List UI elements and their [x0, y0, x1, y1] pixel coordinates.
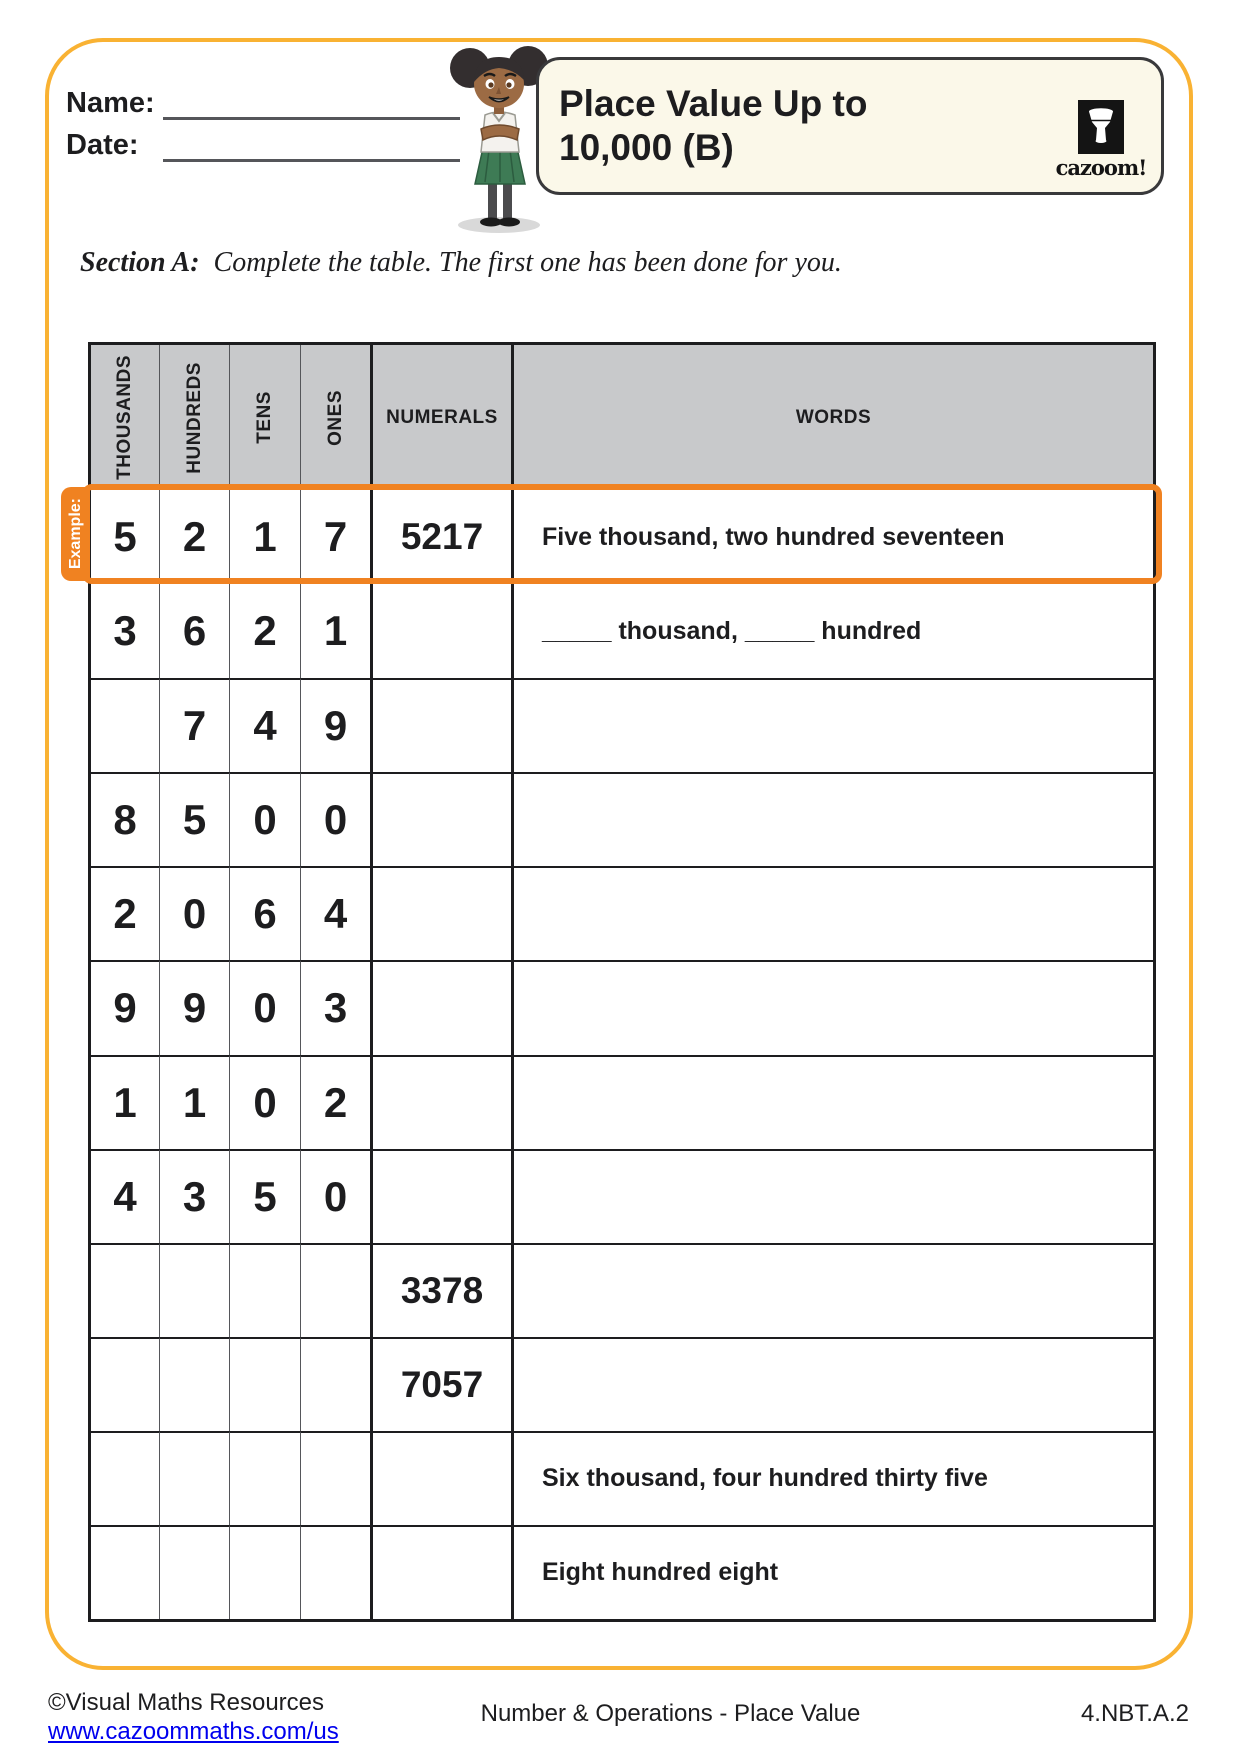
cell-tens: 0 — [230, 772, 301, 866]
example-tab — [61, 487, 90, 581]
cell-numerals — [373, 1431, 514, 1525]
cell-words — [514, 1055, 1153, 1149]
title-line-2: 10,000 (B) — [559, 127, 734, 169]
cell-tens: 4 — [230, 678, 301, 772]
cell-words — [514, 772, 1153, 866]
cell-words — [514, 1337, 1153, 1431]
cazoom-logo-text: cazoom! — [1055, 155, 1147, 180]
cell-thousands — [91, 678, 160, 772]
cell-hundreds: 7 — [160, 678, 230, 772]
col-header-thousands: THOUSANDS — [91, 345, 160, 490]
cell-numerals — [373, 960, 514, 1054]
worksheet-title-box — [536, 57, 1164, 195]
cell-thousands: 4 — [91, 1149, 160, 1243]
cell-ones: 7 — [301, 490, 373, 584]
cell-thousands — [91, 1337, 160, 1431]
cell-tens: 6 — [230, 866, 301, 960]
cell-thousands: 9 — [91, 960, 160, 1054]
col-header-words: WORDS — [514, 345, 1153, 490]
cell-numerals: 7057 — [373, 1337, 514, 1431]
cell-thousands: 3 — [91, 584, 160, 678]
cell-numerals — [373, 1525, 514, 1619]
cell-thousands — [91, 1431, 160, 1525]
cell-tens: 0 — [230, 1055, 301, 1149]
cell-numerals — [373, 678, 514, 772]
date-label: Date: — [66, 129, 139, 161]
section-a-instruction: Complete the table. The first one has been done for you. — [213, 247, 842, 278]
worksheet-title — [559, 82, 867, 171]
cell-words — [514, 1149, 1153, 1243]
cell-numerals: 5217 — [373, 490, 514, 584]
cell-tens — [230, 1431, 301, 1525]
cell-hundreds — [160, 1243, 230, 1337]
cell-numerals — [373, 772, 514, 866]
cell-tens: 0 — [230, 960, 301, 1054]
col-header-hundreds: HUNDREDS — [160, 345, 230, 490]
name-fill-line — [163, 83, 460, 120]
cell-hundreds — [160, 1431, 230, 1525]
cell-hundreds: 3 — [160, 1149, 230, 1243]
cell-hundreds — [160, 1525, 230, 1619]
cell-words: _____ thousand, _____ hundred — [542, 616, 922, 645]
place-value-table — [88, 342, 1156, 1622]
cell-tens — [230, 1525, 301, 1619]
example-tab-label: Example: — [66, 498, 84, 570]
cell-ones — [301, 1243, 373, 1337]
cell-numerals — [373, 1055, 514, 1149]
cell-ones: 3 — [301, 960, 373, 1054]
cell-hundreds: 6 — [160, 584, 230, 678]
date-fill-line — [163, 125, 460, 162]
footer-topic: Number & Operations - Place Value — [480, 1700, 861, 1727]
cazoommaths-link[interactable]: www.cazoommaths.com/us — [48, 1718, 339, 1746]
cell-words — [514, 866, 1153, 960]
cell-numerals — [373, 866, 514, 960]
cell-thousands: 2 — [91, 866, 160, 960]
section-a-label: Section A: — [80, 247, 200, 278]
cell-tens: 1 — [230, 490, 301, 584]
cell-ones — [301, 1525, 373, 1619]
cell-words: Six thousand, four hundred thirty five — [514, 1431, 1153, 1525]
cell-tens — [230, 1337, 301, 1431]
name-date-block — [66, 78, 460, 162]
cell-thousands: 1 — [91, 1055, 160, 1149]
cazoom-logo — [1055, 100, 1147, 180]
copyright-text: ©Visual Maths Resources — [48, 1689, 325, 1716]
cell-ones: 4 — [301, 866, 373, 960]
cell-hundreds — [160, 1337, 230, 1431]
footer-standard-code: 4.NBT.A.2 — [1080, 1700, 1189, 1727]
section-a-heading — [80, 247, 842, 279]
col-header-ones: ONES — [301, 345, 373, 490]
cell-hundreds: 0 — [160, 866, 230, 960]
cell-ones: 0 — [301, 772, 373, 866]
cell-words: Five thousand, two hundred seventeen — [542, 522, 1005, 551]
cell-hundreds: 2 — [160, 490, 230, 584]
cell-ones — [301, 1431, 373, 1525]
cell-tens: 2 — [230, 584, 301, 678]
cell-words — [514, 1243, 1153, 1337]
cell-tens — [230, 1243, 301, 1337]
col-header-numerals: NUMERALS — [373, 345, 514, 490]
cell-ones: 1 — [301, 584, 373, 678]
cell-thousands — [91, 1243, 160, 1337]
djembe-drum-icon — [1078, 100, 1124, 154]
cell-thousands: 5 — [91, 490, 160, 584]
cell-words — [514, 960, 1153, 1054]
cell-ones — [301, 1337, 373, 1431]
cell-ones: 0 — [301, 1149, 373, 1243]
cell-ones: 2 — [301, 1055, 373, 1149]
cell-words: Eight hundred eight — [514, 1525, 1153, 1619]
cell-numerals — [373, 1149, 514, 1243]
title-line-1: Place Value Up to — [559, 83, 868, 124]
name-label: Name: — [66, 87, 155, 119]
cell-numerals — [373, 584, 514, 678]
cell-thousands — [91, 1525, 160, 1619]
cell-ones: 9 — [301, 678, 373, 772]
col-header-tens: TENS — [230, 345, 301, 490]
cell-numerals: 3378 — [373, 1243, 514, 1337]
cell-thousands: 8 — [91, 772, 160, 866]
cell-words — [514, 678, 1153, 772]
cell-hundreds: 5 — [160, 772, 230, 866]
cell-hundreds: 1 — [160, 1055, 230, 1149]
cell-tens: 5 — [230, 1149, 301, 1243]
cell-hundreds: 9 — [160, 960, 230, 1054]
